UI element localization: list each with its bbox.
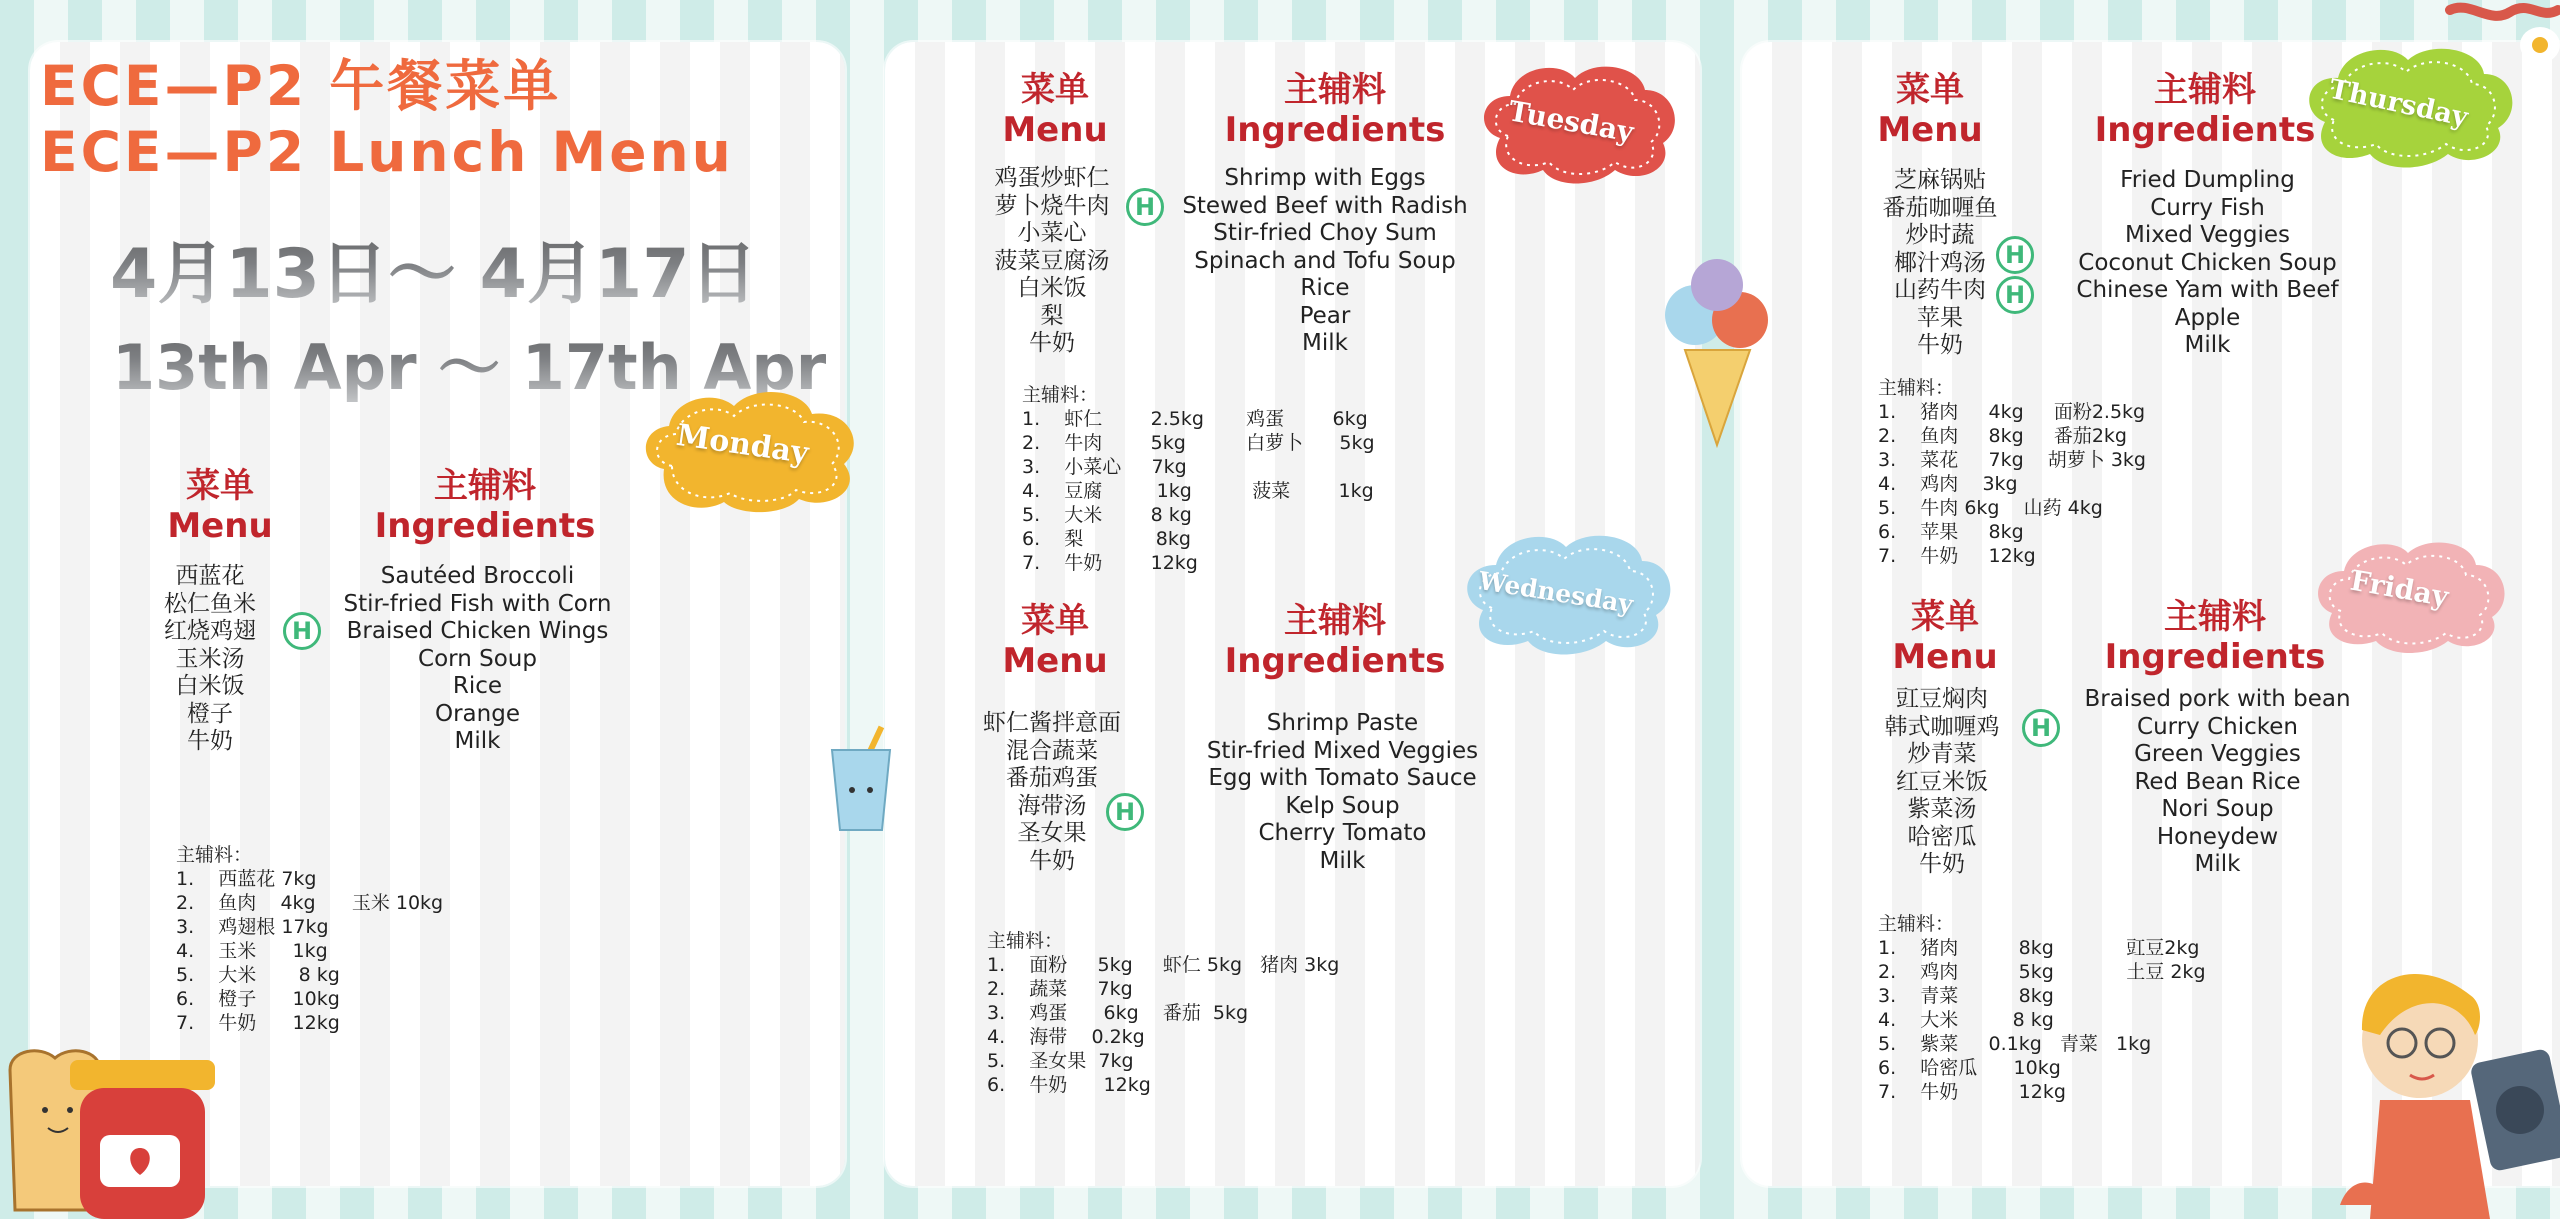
raw-material-item: 5. 紫菜 0.1kg 青菜 1kg	[1878, 1033, 2152, 1055]
friday-dish-list	[1862, 686, 2022, 879]
tuesday-ingredient-list	[1170, 165, 1480, 358]
raw-material-item: 5. 圣女果 7kg	[987, 1050, 1134, 1072]
raw-material-item: 2. 鱼肉 8kg 番茄2kg	[1878, 425, 2127, 447]
thursday-dish-list	[1860, 167, 2020, 360]
ingredient-item: Rice	[1300, 275, 1350, 301]
wednesday-raw-title: 主辅料：	[987, 930, 1064, 952]
ingredient-item: Green Veggies	[2134, 741, 2301, 767]
dish-item: 玉米汤	[175, 645, 245, 672]
dish-item: 菠菜豆腐汤	[994, 247, 1110, 274]
dish-item: 牛奶	[1029, 847, 1075, 874]
raw-material-item: 5. 牛肉 6kg 山药 4kg	[1878, 497, 2103, 519]
dish-item: 混合蔬菜	[1006, 737, 1098, 764]
wednesday-label: Wednesday	[1476, 565, 1636, 620]
raw-material-item: 3. 鸡蛋 6kg 番茄 5kg	[987, 1002, 1249, 1024]
friday-label: Friday	[2347, 563, 2451, 614]
monday-menu-header: 菜单 Menu	[167, 466, 273, 546]
raw-material-item: 4. 海带 0.2kg	[987, 1026, 1145, 1048]
dish-item: 圣女果	[1017, 820, 1087, 846]
dish-item: 牛奶	[1029, 330, 1075, 356]
dish-item: 白米饭	[1017, 275, 1087, 301]
halal-icon: H	[1126, 188, 1164, 226]
ingredient-item: Fried Dumpling	[2120, 167, 2295, 193]
breakfast-illustration	[2440, 0, 2560, 70]
ingredient-item: Curry Chicken	[2137, 713, 2298, 740]
halal-icon: H	[1996, 236, 2034, 274]
dish-item: 牛奶	[187, 728, 233, 754]
ingredient-item: Orange	[435, 700, 520, 727]
friday-ingredient-list	[2070, 686, 2365, 879]
ingredient-item: Mixed Veggies	[2124, 222, 2291, 248]
raw-material-item: 7. 牛奶 12kg	[176, 1012, 340, 1034]
ingredient-item: Stir-fried Choy Sum	[1213, 220, 1437, 246]
drink-cup-illustration	[820, 720, 910, 835]
dish-item: 牛奶	[1919, 851, 1965, 877]
raw-material-item: 3. 菜花 7kg 胡萝卜 3kg	[1878, 449, 2146, 471]
raw-material-item: 5. 大米 8 kg	[176, 964, 340, 986]
raw-material-item: 3. 鸡翅根 17kg	[176, 916, 329, 938]
raw-material-item: 4. 玉米 1kg	[176, 940, 328, 962]
dish-item: 西蓝花	[175, 563, 245, 589]
raw-material-item: 2. 鸡肉 5kg 土豆 2kg	[1878, 961, 2206, 983]
raw-material-item: 2. 蔬菜 7kg	[987, 978, 1133, 1000]
dish-item: 松仁鱼米	[164, 590, 256, 617]
ingredient-item: Shrimp with Eggs	[1224, 165, 1426, 191]
ingredient-item: Cherry Tomato	[1258, 820, 1427, 846]
ingredient-item: Apple	[2174, 304, 2241, 331]
title-en: ECE—P2 Lunch Menu	[40, 120, 734, 184]
dish-item: 鸡蛋炒虾仁	[994, 165, 1110, 191]
thursday-raw-title: 主辅料：	[1878, 377, 1955, 399]
monday-raw-title: 主辅料：	[176, 844, 253, 866]
dish-item: 哈密瓜	[1907, 823, 1977, 850]
dish-item: 萝卜烧牛肉	[994, 192, 1110, 219]
ingredient-item: Milk	[2194, 851, 2241, 877]
tuesday-dish-list	[972, 165, 1132, 358]
wednesday-dish-list	[972, 710, 1132, 875]
raw-material-item: 1. 虾仁 2.5kg 鸡蛋 6kg	[1022, 408, 1368, 430]
raw-material-item: 6. 橙子 10kg	[176, 988, 340, 1010]
ingredient-item: Shrimp Paste	[1266, 710, 1419, 736]
ingredient-item: Stir-fried Mixed Veggies	[1206, 737, 1479, 764]
dish-item: 虾仁酱拌意面	[983, 710, 1121, 736]
dish-item: 炒时蔬	[1905, 222, 1975, 248]
raw-material-item: 3. 青菜 8kg	[1878, 985, 2054, 1007]
date-zh: 4月13日～ 4月17日	[110, 220, 758, 317]
ingredient-item: Red Bean Rice	[2134, 768, 2301, 795]
raw-material-item: 1. 猪肉 8kg 豇豆2kg	[1878, 937, 2200, 959]
halal-icon: H	[1106, 793, 1144, 831]
dish-item: 苹果	[1917, 304, 1963, 331]
toast-jam-illustration	[0, 1040, 220, 1219]
thursday-ingredients-header: 主辅料 Ingredients	[2094, 70, 2316, 150]
raw-material-item: 1. 西蓝花 7kg	[176, 868, 317, 890]
ingredient-item: Milk	[1319, 847, 1366, 874]
dish-item: 白米饭	[175, 673, 245, 699]
raw-material-item: 1. 猪肉 4kg 面粉2.5kg	[1878, 401, 2146, 423]
dish-item: 豇豆焖肉	[1896, 686, 1988, 712]
tuesday-ingredients-header: 主辅料 Ingredients	[1224, 70, 1446, 150]
halal-icon: H	[2022, 709, 2060, 747]
monday-ingredient-list	[330, 563, 625, 756]
raw-material-item: 1. 面粉 5kg 虾仁 5kg 猪肉 3kg	[987, 954, 1340, 976]
tuesday-menu-header: 菜单 Menu	[1002, 70, 1108, 150]
dish-item: 牛奶	[1917, 332, 1963, 358]
dish-item: 红烧鸡翅	[164, 618, 256, 644]
raw-material-item: 6. 牛奶 12kg	[987, 1074, 1151, 1096]
ingredient-item: Kelp Soup	[1285, 792, 1400, 819]
ingredient-item: Braised Chicken Wings	[346, 618, 609, 644]
friday-raw-title: 主辅料：	[1878, 913, 1955, 935]
wednesday-ingredients-header: 主辅料 Ingredients	[1224, 601, 1446, 681]
ingredient-item: Braised pork with bean	[2084, 686, 2351, 712]
ingredient-item: Corn Soup	[418, 645, 537, 672]
raw-material-item: 6. 梨 8kg	[1022, 528, 1191, 550]
ingredient-item: Coconut Chicken Soup	[2078, 249, 2337, 276]
ingredient-item: Nori Soup	[2161, 796, 2274, 822]
dish-item: 芝麻锅贴	[1894, 167, 1986, 193]
wednesday-ingredient-list	[1180, 710, 1505, 875]
raw-material-item: 7. 牛奶 12kg	[1878, 545, 2036, 567]
raw-material-item: 2. 牛肉 5kg 白萝卜 5kg	[1022, 432, 1375, 454]
dish-item: 橙子	[187, 700, 233, 727]
raw-material-item: 6. 苹果 8kg	[1878, 521, 2024, 543]
raw-material-item: 4. 鸡肉 3kg	[1878, 473, 2018, 495]
dish-item: 山药牛肉	[1894, 277, 1986, 303]
ice-cream-illustration	[1655, 250, 1780, 450]
ingredient-item: Stir-fried Fish with Corn	[343, 590, 612, 617]
monday-label: Monday	[674, 417, 811, 472]
thursday-menu-header: 菜单 Menu	[1877, 70, 1983, 150]
raw-material-item: 5. 大米 8 kg	[1022, 504, 1192, 526]
thursday-raw-list	[1878, 400, 2146, 568]
ingredient-item: Milk	[2184, 332, 2231, 358]
ingredient-item: Honeydew	[2156, 823, 2279, 850]
monday-dish-list	[130, 563, 290, 756]
dish-item: 海带汤	[1017, 792, 1087, 819]
thursday-label: Thursday	[2326, 73, 2471, 134]
ingredient-item: Pear	[1299, 302, 1351, 329]
raw-material-item: 7. 牛奶 12kg	[1878, 1081, 2066, 1103]
friday-menu-header: 菜单 Menu	[1892, 597, 1998, 677]
monday-raw-list	[176, 867, 443, 1035]
ingredient-item: Sautéed Broccoli	[380, 563, 575, 589]
dish-item: 番茄鸡蛋	[1006, 765, 1098, 791]
raw-material-item: 4. 大米 8 kg	[1878, 1009, 2054, 1031]
dish-item: 炒青菜	[1907, 741, 1977, 767]
date-en: 13th Apr ～ 17th Apr	[112, 318, 826, 407]
title-zh: ECE—P2 午餐菜单	[40, 54, 562, 118]
dish-item: 小菜心	[1017, 220, 1087, 246]
ingredient-item: Milk	[1302, 330, 1348, 356]
ingredient-item: Stewed Beef with Radish	[1182, 192, 1468, 219]
tuesday-raw-title: 主辅料：	[1022, 384, 1099, 406]
ingredient-item: Rice	[452, 673, 503, 699]
dish-item: 梨	[1040, 302, 1064, 329]
raw-material-item: 4. 豆腐 1kg 菠菜 1kg	[1022, 480, 1374, 502]
monday-ingredients-header: 主辅料 Ingredients	[374, 466, 596, 546]
friday-ingredients-header: 主辅料 Ingredients	[2104, 597, 2326, 677]
raw-material-item: 2. 鱼肉 4kg 玉米 10kg	[176, 892, 444, 914]
ingredient-item: Egg with Tomato Sauce	[1208, 765, 1477, 791]
ingredient-item: Chinese Yam with Beef	[2076, 277, 2339, 303]
tuesday-raw-list	[1022, 407, 1375, 575]
girl-illustration	[2340, 935, 2560, 1219]
wednesday-menu-header: 菜单 Menu	[1002, 601, 1108, 681]
dish-item: 番茄咖喱鱼	[1882, 194, 1998, 221]
thursday-ingredient-list	[2060, 167, 2355, 360]
friday-raw-list	[1878, 936, 2206, 1104]
raw-material-item: 3. 小菜心 7kg	[1022, 456, 1187, 478]
ingredient-item: Milk	[454, 728, 501, 754]
dish-item: 韩式咖喱鸡	[1884, 713, 2000, 740]
halal-icon: H	[1996, 276, 2034, 314]
ingredient-item: Curry Fish	[2150, 194, 2265, 221]
dish-item: 紫菜汤	[1907, 796, 1977, 822]
raw-material-item: 7. 牛奶 12kg	[1022, 552, 1198, 574]
tuesday-label: Tuesday	[1506, 94, 1637, 149]
raw-material-item: 6. 哈密瓜 10kg	[1878, 1057, 2061, 1079]
ingredient-item: Spinach and Tofu Soup	[1194, 247, 1456, 274]
wednesday-raw-list	[987, 953, 1339, 1097]
dish-item: 椰汁鸡汤	[1894, 249, 1986, 276]
halal-icon: H	[283, 612, 321, 650]
dish-item: 红豆米饭	[1896, 768, 1988, 795]
